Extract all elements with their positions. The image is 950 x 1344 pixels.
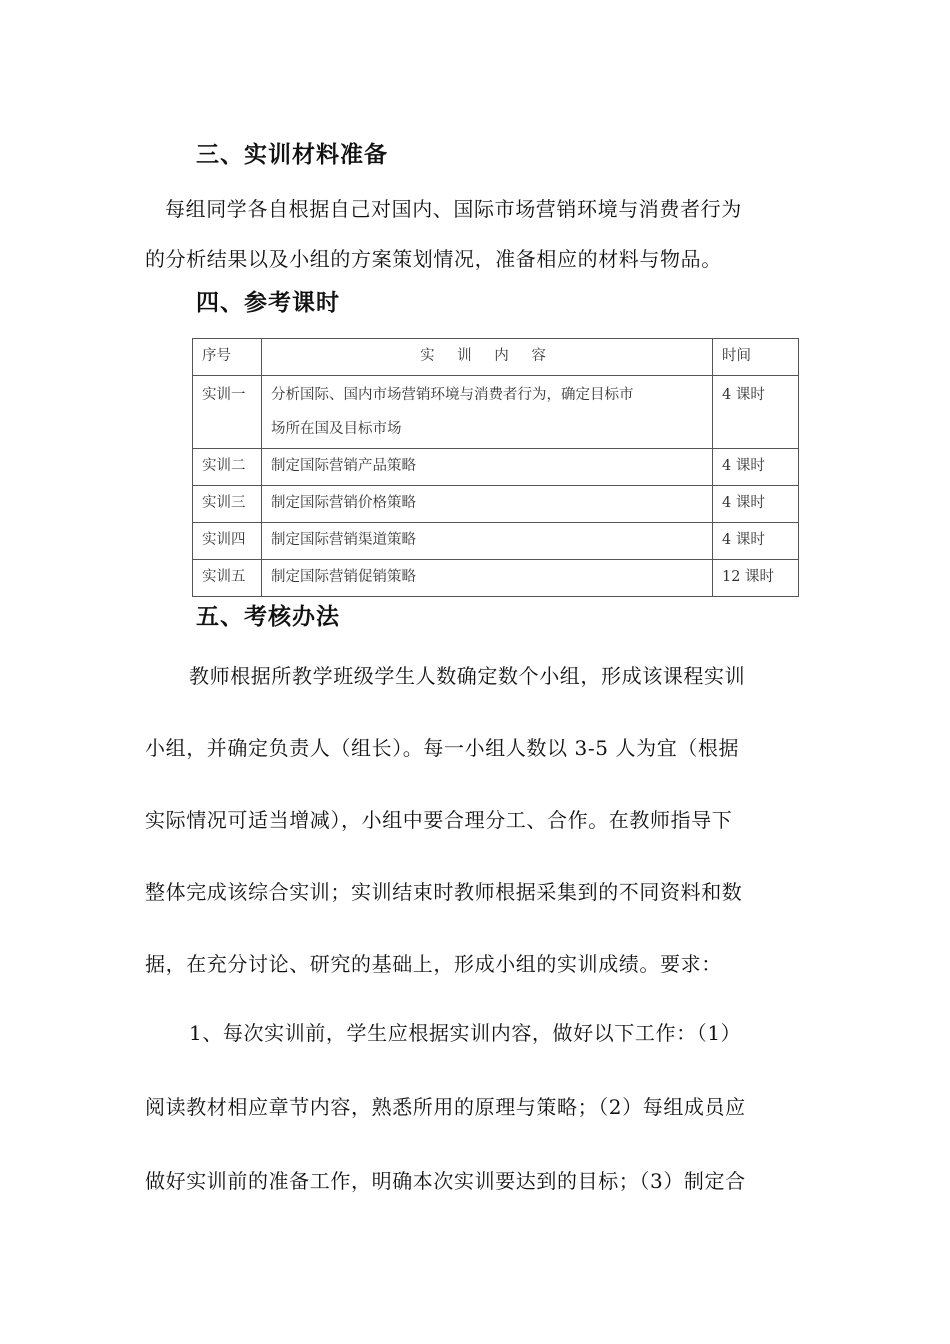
row-time: 4 课时 — [713, 486, 799, 523]
table-row — [193, 449, 799, 486]
row-id: 实训二 — [193, 449, 262, 486]
paragraph-line: 小组，并确定负责人（组长）。每一小组人数以 3-5 人为宜（根据 — [145, 736, 740, 760]
section-5-heading: 五、考核办法 — [196, 604, 340, 630]
paragraph-line: 做好实训前的准备工作，明确本次实训要达到的目标；（3）制定合 — [145, 1169, 746, 1193]
course-hours-table — [192, 338, 799, 597]
paragraph-line: 的分析结果以及小组的方案策划情况，准备相应的材料与物品。 — [145, 247, 722, 271]
section-5-paragraph-2 — [145, 996, 810, 1218]
section-3-heading: 三、实训材料准备 — [196, 142, 388, 168]
paragraph-line: 据，在充分讨论、研究的基础上，形成小组的实训成绩。要求： — [145, 952, 722, 976]
header-content: 实 训 内 容 — [262, 339, 713, 376]
row-id: 实训三 — [193, 486, 262, 523]
content-line: 分析国际、国内市场营销环境与消费者行为，确定目标市 — [271, 387, 634, 403]
row-id: 实训四 — [193, 523, 262, 560]
table-row — [193, 376, 799, 449]
row-content: 制定国际营销产品策略 — [262, 449, 713, 486]
section-5-paragraph-1 — [145, 640, 810, 1000]
row-time: 4 课时 — [713, 449, 799, 486]
row-content: 制定国际营销促销策略 — [262, 560, 713, 597]
row-content: 制定国际营销渠道策略 — [262, 523, 713, 560]
table-row — [193, 486, 799, 523]
table-row — [193, 560, 799, 597]
content-line: 场所在国及目标市场 — [271, 421, 402, 437]
header-time: 时间 — [713, 339, 799, 376]
section-3-paragraph — [145, 184, 810, 284]
row-content: 制定国际营销价格策略 — [262, 486, 713, 523]
header-index: 序号 — [193, 339, 262, 376]
paragraph-line: 整体完成该综合实训；实训结束时教师根据采集到的不同资料和数 — [145, 880, 743, 904]
table-header-row — [193, 339, 799, 376]
paragraph-line: 实际情况可适当增减），小组中要合理分工、合作。在教师指导下 — [145, 808, 733, 832]
row-time: 4 课时 — [713, 523, 799, 560]
section-4-heading: 四、参考课时 — [196, 290, 340, 316]
table-row — [193, 523, 799, 560]
row-content — [262, 376, 713, 449]
row-time: 12 课时 — [713, 560, 799, 597]
paragraph-line: 教师根据所教学班级学生人数确定数个小组，形成该课程实训 — [189, 664, 746, 688]
paragraph-line: 阅读教材相应章节内容，熟悉所用的原理与策略；（2）每组成员应 — [145, 1095, 746, 1119]
paragraph-line: 1、每次实训前，学生应根据实训内容，做好以下工作：（1） — [189, 1021, 742, 1045]
paragraph-line: 每组同学各自根据自己对国内、国际市场营销环境与消费者行为 — [165, 197, 742, 221]
row-time: 4 课时 — [713, 376, 799, 449]
row-id: 实训一 — [193, 376, 262, 449]
row-id: 实训五 — [193, 560, 262, 597]
